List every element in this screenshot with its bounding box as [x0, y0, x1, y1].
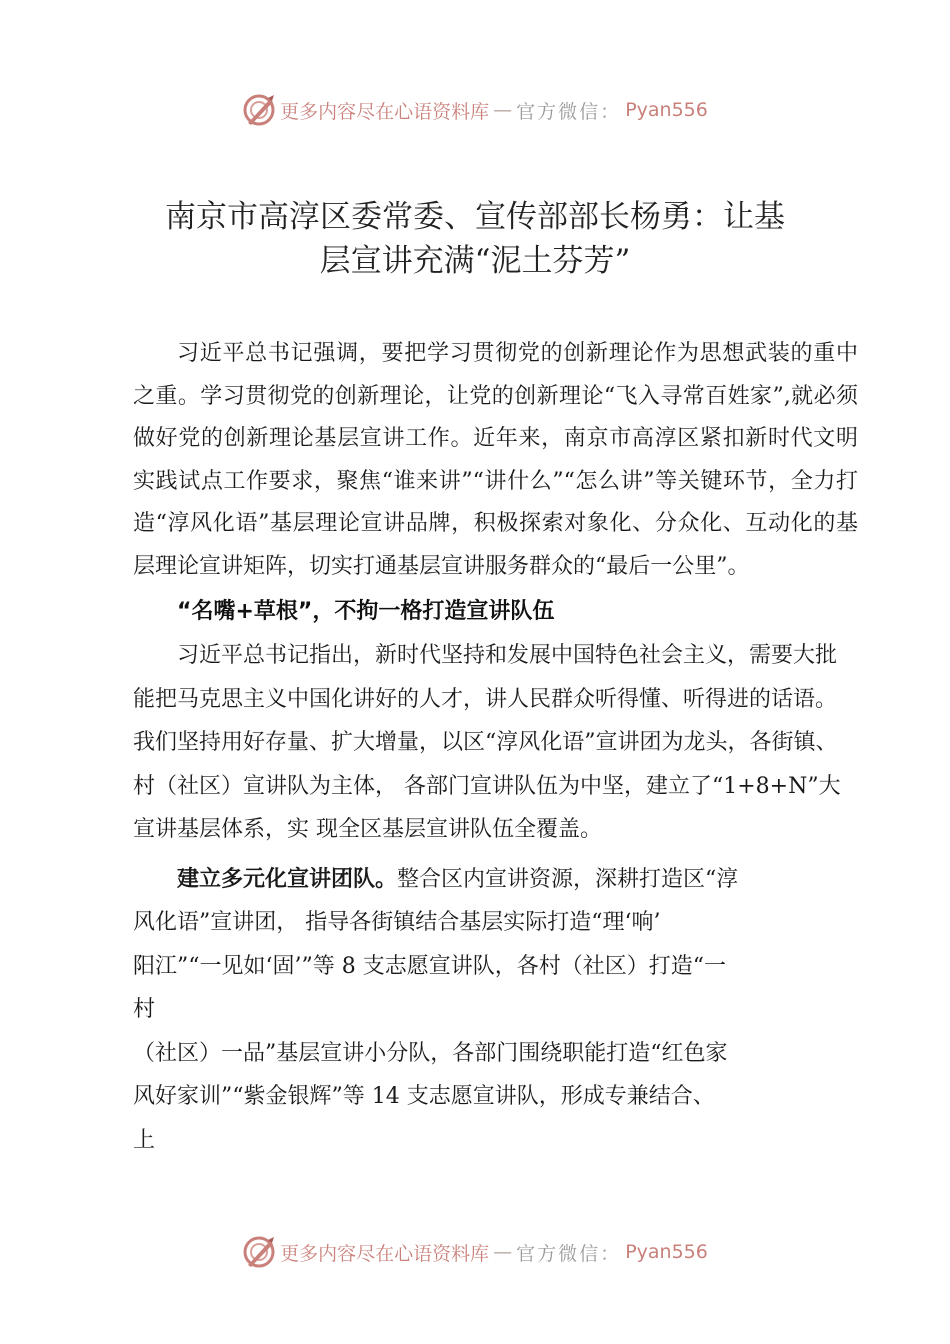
section-2-line: 村: [133, 997, 156, 1022]
watermark-separator: —: [493, 1241, 513, 1263]
document-title: [120, 195, 830, 283]
section-2-line: （社区）一品”基层宣讲小分队，各部门围绕职能打造“红色家: [133, 1040, 728, 1066]
pen-seal-logo-icon: [242, 93, 276, 127]
footer-watermark: [0, 1232, 950, 1272]
header-watermark: [0, 90, 950, 130]
title-line-1: 南京市高淳区委常委、宣传部部长杨勇：让基: [165, 199, 785, 235]
section-2-line: 风好家训”“紫金银辉”等 14 支志愿宣讲队，形成专兼结合、: [133, 1084, 715, 1109]
section-2-line: 上: [133, 1127, 156, 1153]
document-body: [133, 333, 858, 1162]
section-2-lead: 建立多元化宣讲团队。: [177, 866, 398, 892]
section-2-line: [133, 858, 858, 902]
watermark-main-text: 更多内容尽在心语资料库: [280, 1242, 490, 1265]
section-1-paragraph: 习近平总书记指出，新时代坚持和发展中国特色社会主义，需要大批能把马克思主义中国化讲好的人才，讲人民群众听得懂、听得进的话语。我们坚持用好存量、扩大增量，以区“淳风化语”宣讲团为龙头，各街镇、村（社区）宣讲队为主体， 各部门宣讲队伍为中坚，建立了“1+8+N”大宣讲基层体系，实 现全区基层宣讲队伍全覆盖。: [133, 643, 841, 842]
watermark-wechat-id: Pyan556: [625, 99, 708, 121]
watermark-separator: —: [493, 99, 513, 121]
watermark-wechat-id: Pyan556: [625, 1241, 708, 1263]
pen-seal-logo-icon: [242, 1235, 276, 1269]
watermark-official-label: 官方微信：: [516, 1242, 622, 1265]
section-2-line: 阳江”“一见如‘固’”等 8 支志愿宣讲队，各村（社区）打造“一: [133, 953, 726, 979]
section-2-line-text: 整合区内宣讲资源，深耕打造区“淳: [397, 866, 739, 892]
title-line-2: 层宣讲充满“泥土芬芳”: [319, 243, 631, 279]
watermark-main-text: 更多内容尽在心语资料库: [280, 100, 490, 123]
section-heading-1: “名嘴+草根”，不拘一格打造宣讲队伍: [177, 599, 555, 624]
intro-paragraph: 习近平总书记强调，要把学习贯彻党的创新理论作为思想武装的重中之重。学习贯彻党的创新理论，让党的创新理论“飞入寻常百姓家”,就必须做好党的创新理论基层宣讲工作。近年来，南京市高淳区紧扣新时代文明实践试点工作要求，聚焦“谁来讲”“讲什么”“怎么讲”等关键环节，全力打造“淳风化语”基层理论宣讲品牌，积极探索对象化、分众化、互动化的基层理论宣讲矩阵，切实打通基层宣讲服务群众的“最后一公里”。: [133, 341, 858, 579]
section-2-paragraph: [133, 858, 858, 1163]
watermark-official-label: 官方微信：: [516, 100, 622, 123]
section-2-line: 风化语”宣讲团， 指导各街镇结合基层实际打造“理‘响’: [133, 910, 661, 935]
